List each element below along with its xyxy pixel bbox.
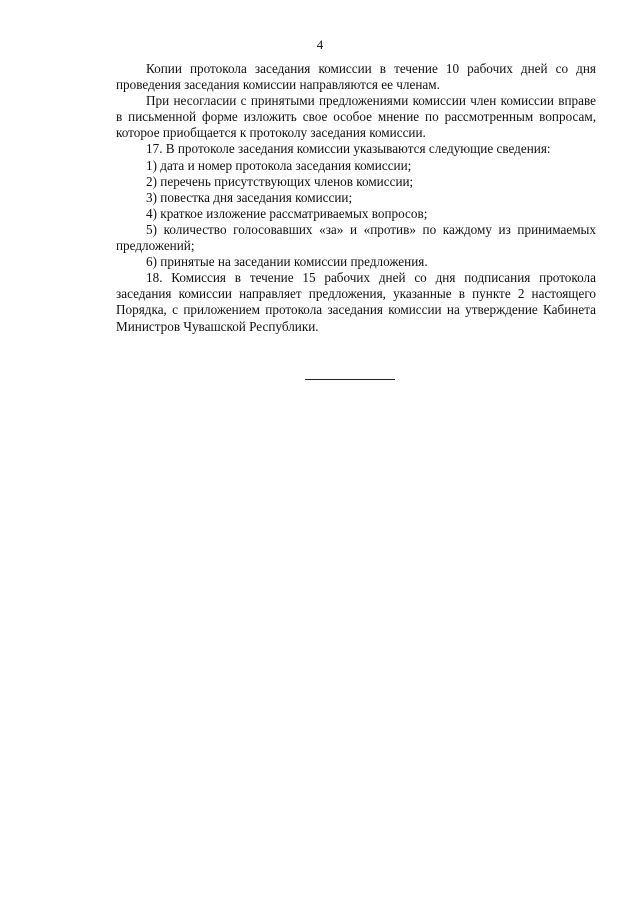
paragraph-protocol-copies: Копии протокола заседания комиссии в течение 10 рабочих дней со дня проведения заседания комиссии направляются ее членам.: [116, 61, 596, 93]
page-number: 4: [316, 37, 324, 52]
document-body: [116, 61, 596, 335]
list-item-6: 6) принятые на заседании комиссии предложения.: [146, 254, 428, 270]
paragraph-18-submission: 18. Комиссия в течение 15 рабочих дней со дня подписания протокола заседания комиссии направляет предложения, указанные в пункте 2 настоящего Порядка, с приложением протокола заседания комиссии на утверждение Кабинета Министров Чувашской Республики.: [116, 270, 596, 334]
list-item-4: 4) краткое изложение рассматриваемых вопросов;: [146, 205, 428, 221]
paragraph-dissent-opinion: При несогласии с принятыми предложениями комиссии член комиссии вправе в письменной форме изложить свое особое мнение по рассмотренным вопросам, которое приобщается к протоколу заседания комиссии.: [116, 93, 596, 141]
paragraph-17-protocol-contents: 17. В протоколе заседания комиссии указываются следующие сведения:: [146, 141, 551, 157]
list-item-1: 1) дата и номер протокола заседания комиссии;: [146, 157, 412, 173]
closing-rule-line: [305, 379, 395, 380]
list-item-3: 3) повестка дня заседания комиссии;: [146, 189, 353, 205]
list-item-5: 5) количество голосовавших «за» и «против» по каждому из принимаемых предложений;: [116, 221, 596, 254]
list-item-2: 2) перечень присутствующих членов комиссии;: [146, 173, 414, 189]
